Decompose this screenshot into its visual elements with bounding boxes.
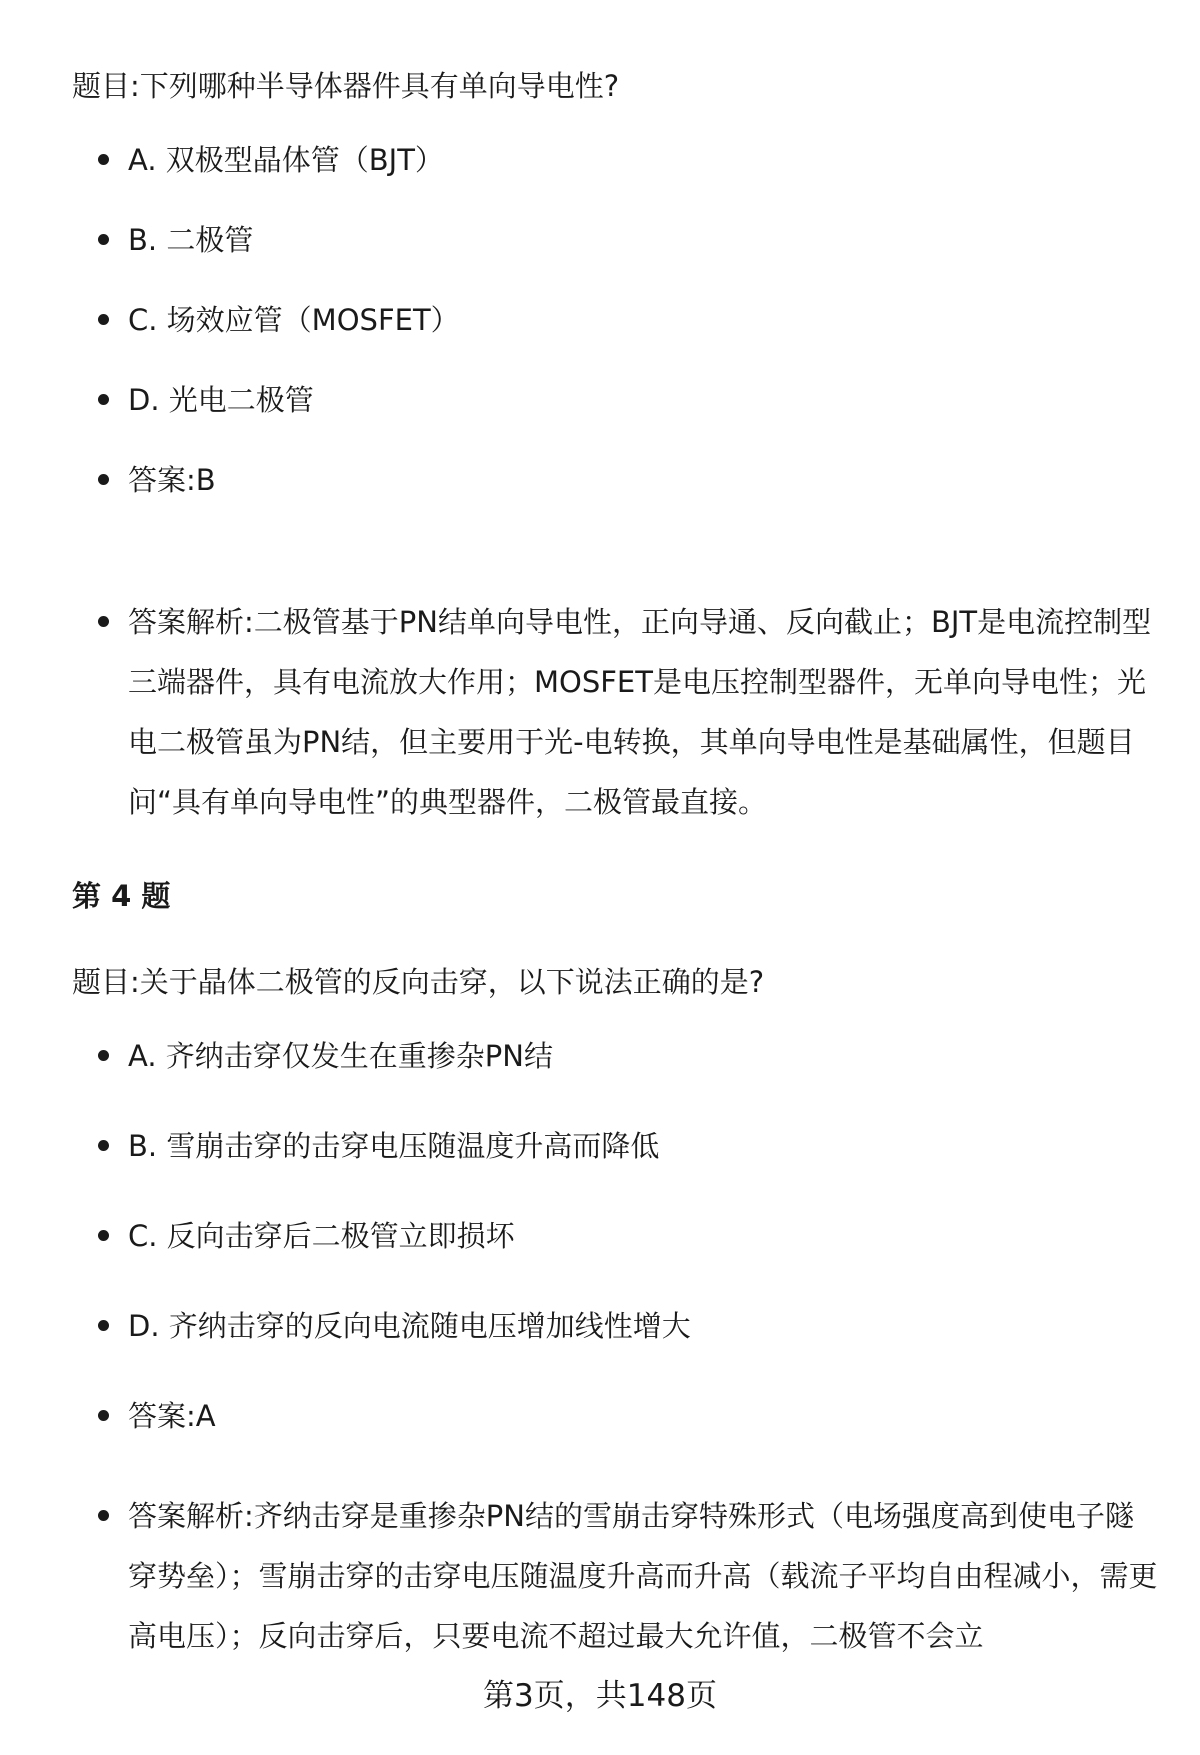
bullet-icon — [98, 1510, 109, 1521]
option-b-text: B. 雪崩击穿的击穿电压随温度升高而降低 — [128, 1129, 660, 1163]
question-4-heading: 第 4 题 — [72, 879, 171, 913]
option-a-text: A. 双极型晶体管（BJT） — [128, 143, 444, 177]
option-a — [128, 130, 1158, 190]
answer-text: 答案:A — [128, 1399, 216, 1433]
explanation-text: 答案解析:二极管基于PN结单向导电性，正向导通、反向截止；BJT是电流控制型三端器件，具有电流放大作用；MOSFET是电压控制型器件，无单向导电性；光电二极管虽为PN结，但主要用于光-电转换，其单向导电性是基础属性，但题目问“具有单向导电性”的典型器件，二极管最直接。 — [128, 605, 1152, 819]
bullet-icon — [98, 1410, 109, 1421]
option-b — [128, 210, 1158, 270]
option-a — [128, 1026, 1158, 1086]
bullet-icon — [98, 1230, 109, 1241]
option-a-text: A. 齐纳击穿仅发生在重掺杂PN结 — [128, 1039, 553, 1073]
explanation-text: 答案解析:齐纳击穿是重掺杂PN结的雪崩击穿特殊形式（电场强度高到使电子隧穿势垒）；雪崩击穿的击穿电压随温度升高而升高（载流子平均自由程减小，需更高电压）；反向击穿后，只要电流不超过最大允许值，二极管不会立 — [128, 1499, 1158, 1653]
page-number: 第3页，共148页 — [483, 1678, 717, 1714]
bullet-icon — [98, 1140, 109, 1151]
option-b-text: B. 二极管 — [128, 223, 254, 257]
option-d — [128, 370, 1158, 430]
option-c — [128, 290, 1158, 350]
bullet-icon — [98, 154, 109, 165]
option-c-text: C. 反向击穿后二极管立即损坏 — [128, 1219, 515, 1253]
answer — [128, 1386, 1158, 1446]
option-b — [128, 1116, 1158, 1176]
answer-text: 答案:B — [128, 463, 216, 497]
bullet-icon — [98, 314, 109, 325]
bullet-icon — [98, 474, 109, 485]
option-c — [128, 1206, 1158, 1266]
option-d — [128, 1296, 1158, 1356]
answer — [128, 450, 1158, 510]
option-c-text: C. 场效应管（MOSFET） — [128, 303, 460, 337]
question-4-text: 题目:关于晶体二极管的反向击穿，以下说法正确的是? — [72, 965, 765, 999]
explanation — [128, 1486, 1158, 1666]
bullet-icon — [98, 1050, 109, 1061]
option-d-text: D. 光电二极管 — [128, 383, 314, 417]
explanation — [128, 592, 1158, 832]
question-3-text: 题目:下列哪种半导体器件具有单向导电性? — [72, 69, 620, 103]
option-d-text: D. 齐纳击穿的反向电流随电压增加线性增大 — [128, 1309, 691, 1343]
bullet-icon — [98, 616, 109, 627]
bullet-icon — [98, 1320, 109, 1331]
bullet-icon — [98, 234, 109, 245]
bullet-icon — [98, 394, 109, 405]
